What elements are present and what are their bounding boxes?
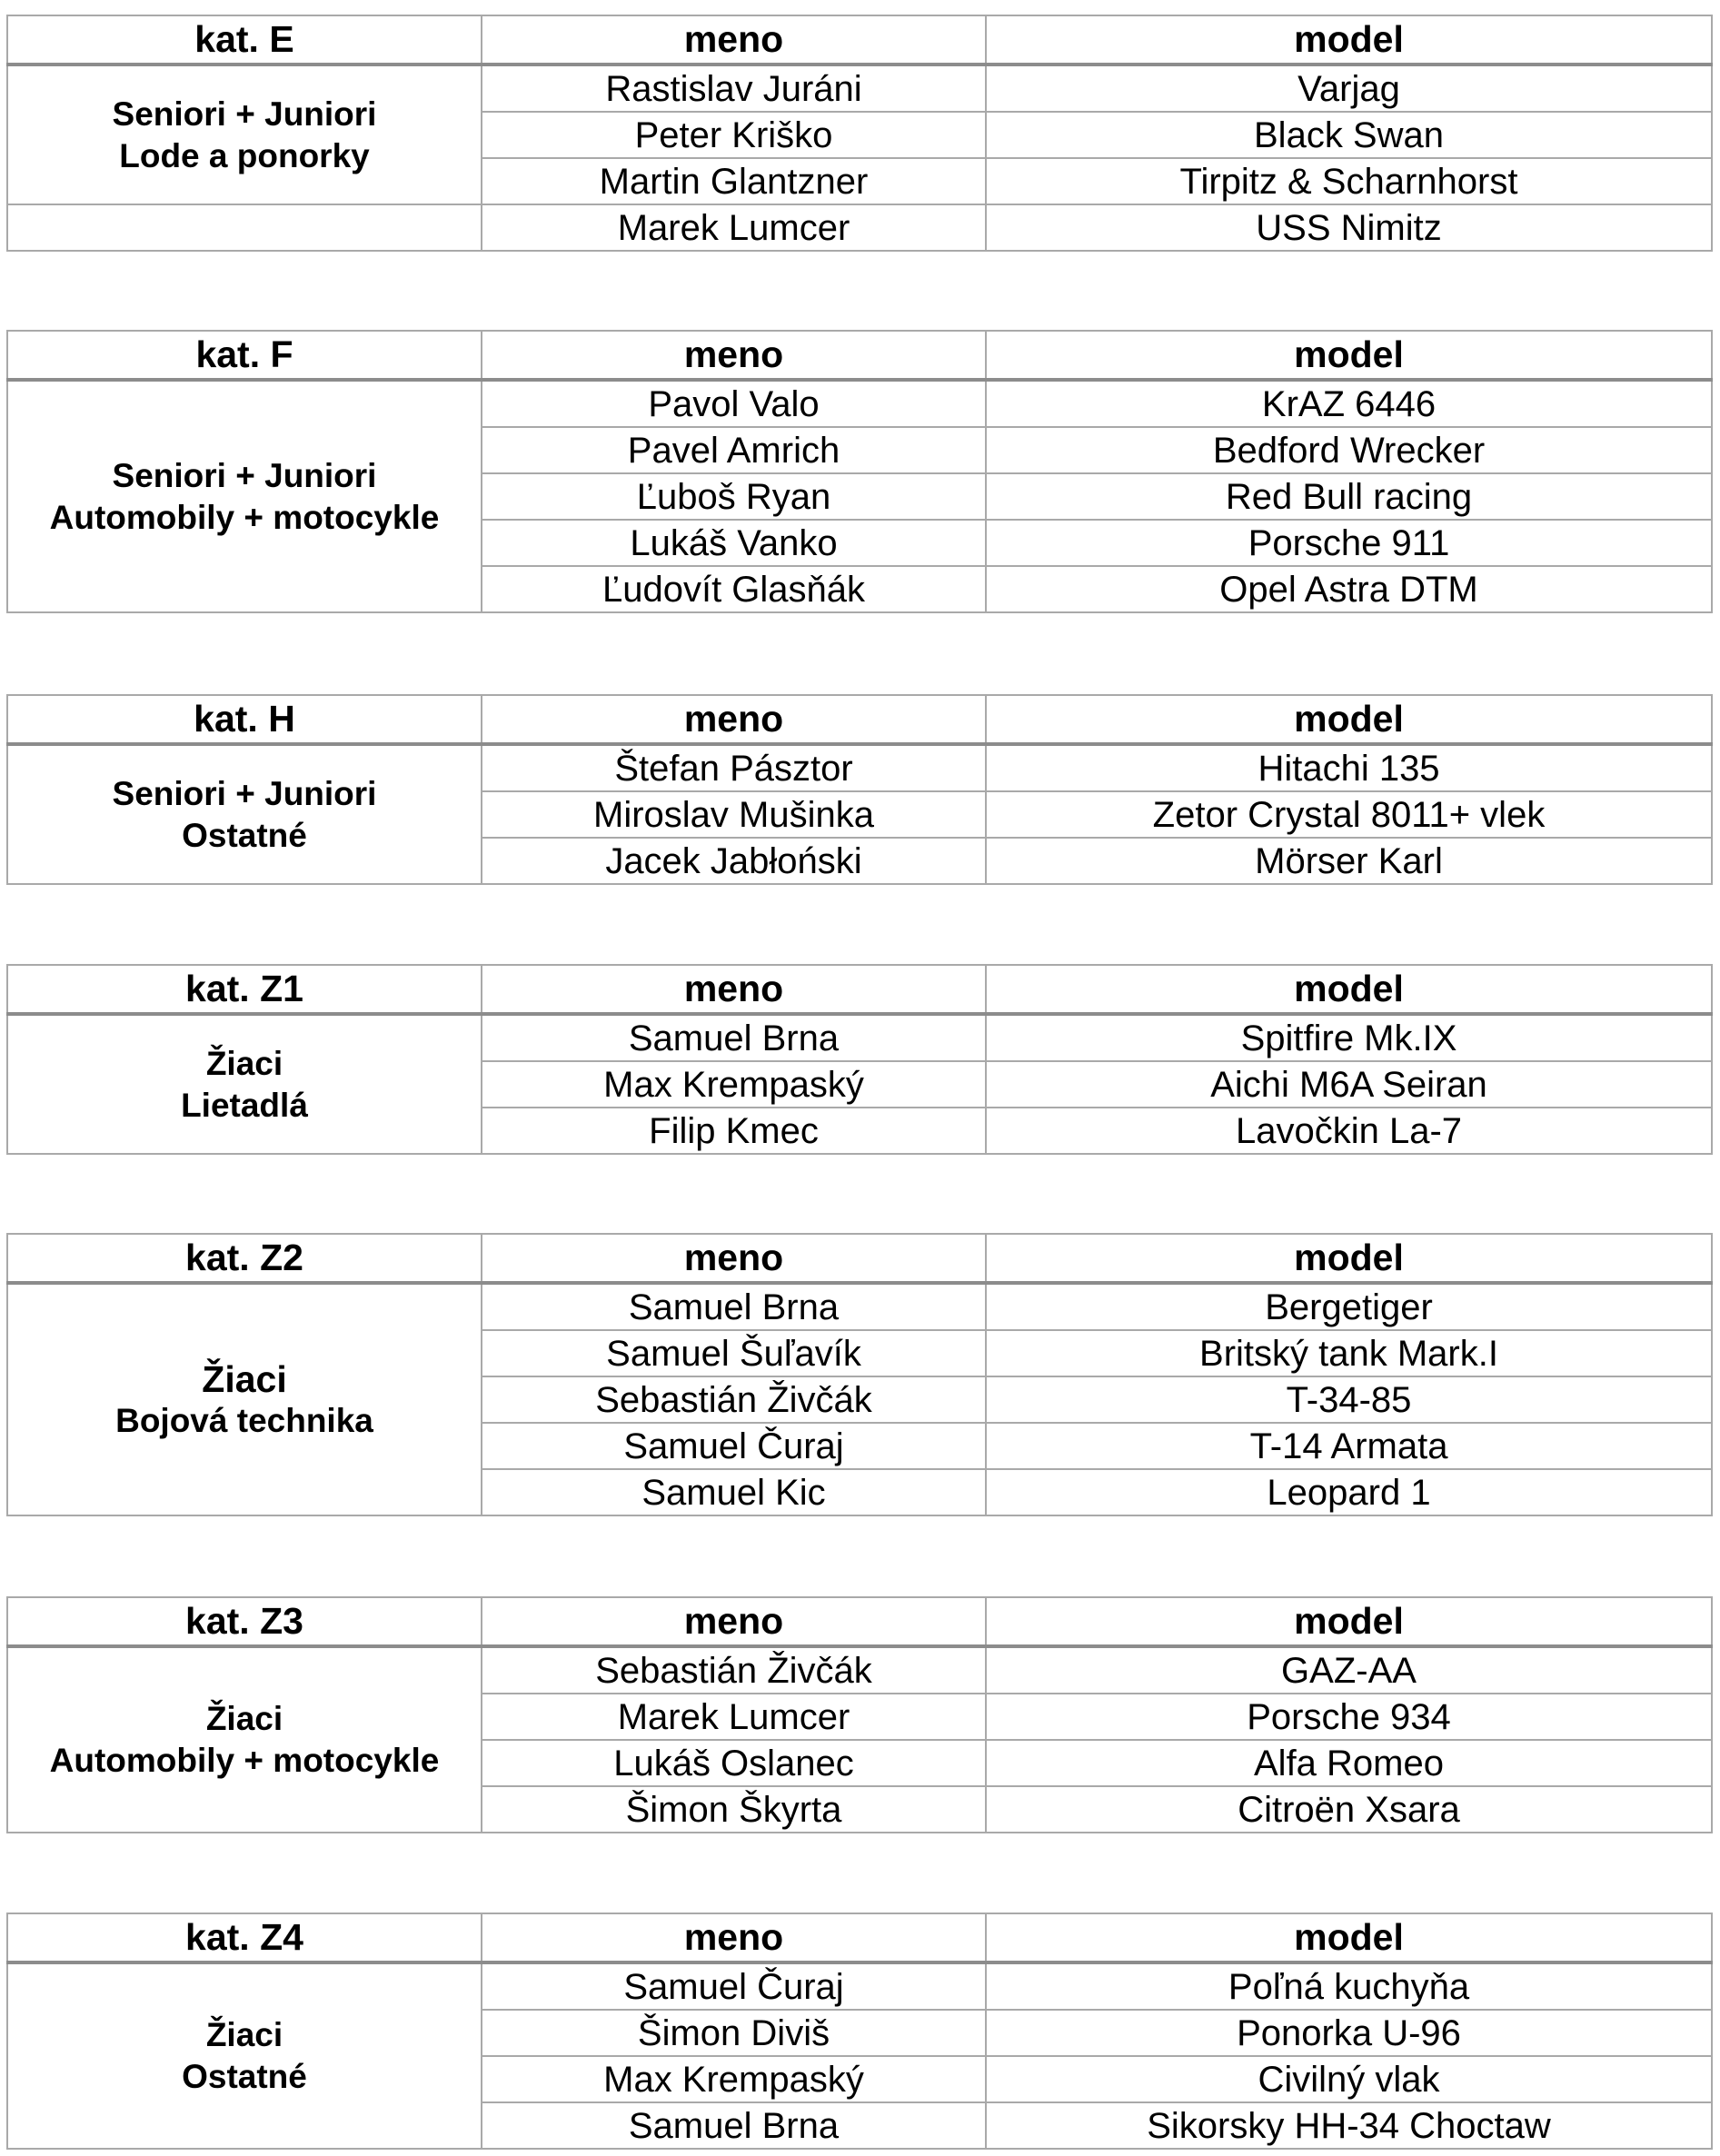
category-table-f xyxy=(6,330,1713,613)
group-cell xyxy=(7,1014,482,1154)
participant-name: Sebastián Živčák xyxy=(482,1646,986,1694)
model-name: Tirpitz & Scharnhorst xyxy=(986,158,1712,204)
column-header-name: meno xyxy=(482,331,986,380)
column-header-model: model xyxy=(986,1913,1712,1962)
model-name: Porsche 934 xyxy=(986,1694,1712,1740)
participant-name: Ľuboš Ryan xyxy=(482,473,986,520)
model-name: Britský tank Mark.I xyxy=(986,1330,1712,1376)
participant-name: Filip Kmec xyxy=(482,1108,986,1154)
participant-name: Samuel Brna xyxy=(482,1014,986,1061)
model-name: GAZ-AA xyxy=(986,1646,1712,1694)
group-type-label: Automobily + motocykle xyxy=(49,498,440,536)
group-type-label: Lietadlá xyxy=(181,1086,308,1124)
participant-name: Samuel Čuraj xyxy=(482,1423,986,1469)
table-header-row xyxy=(7,15,1712,65)
group-age-label: Žiaci xyxy=(205,2016,283,2053)
participant-name: Lukáš Oslanec xyxy=(482,1740,986,1786)
table-header-row xyxy=(7,1234,1712,1283)
model-name: KrAZ 6446 xyxy=(986,380,1712,427)
column-header-model: model xyxy=(986,331,1712,380)
empty-group-cell xyxy=(7,204,482,251)
column-header-name: meno xyxy=(482,1234,986,1283)
model-name: Varjag xyxy=(986,65,1712,112)
model-name: Bedford Wrecker xyxy=(986,427,1712,473)
group-age-label: Seniori + Juniori xyxy=(112,774,377,812)
column-header-model: model xyxy=(986,15,1712,65)
model-name: Hitachi 135 xyxy=(986,744,1712,791)
participant-name: Max Krempaský xyxy=(482,2056,986,2102)
table-row xyxy=(7,1283,1712,1330)
participant-name: Samuel Šuľavík xyxy=(482,1330,986,1376)
category-label: kat. E xyxy=(7,15,482,65)
model-name: Opel Astra DTM xyxy=(986,566,1712,612)
model-name: Civilný vlak xyxy=(986,2056,1712,2102)
participant-name: Ľudovít Glasňák xyxy=(482,566,986,612)
model-name: Zetor Crystal 8011+ vlek xyxy=(986,791,1712,838)
category-table-z3 xyxy=(6,1596,1713,1833)
participant-name: Samuel Brna xyxy=(482,1283,986,1330)
model-name: Lavočkin La-7 xyxy=(986,1108,1712,1154)
model-name: Poľná kuchyňa xyxy=(986,1962,1712,2010)
group-cell xyxy=(7,744,482,884)
group-type-label: Ostatné xyxy=(182,816,307,854)
participant-name: Samuel Brna xyxy=(482,2102,986,2149)
participant-name: Marek Lumcer xyxy=(482,1694,986,1740)
participant-name: Max Krempaský xyxy=(482,1061,986,1108)
category-label: kat. Z1 xyxy=(7,965,482,1014)
group-cell xyxy=(7,1283,482,1515)
table-row xyxy=(7,204,1712,251)
participant-name: Samuel Čuraj xyxy=(482,1962,986,2010)
table-row xyxy=(7,744,1712,791)
category-table-e xyxy=(6,15,1713,252)
participant-name: Martin Glantzner xyxy=(482,158,986,204)
category-table-h xyxy=(6,694,1713,885)
model-name: T-34-85 xyxy=(986,1376,1712,1423)
category-label: kat. Z3 xyxy=(7,1597,482,1646)
group-cell xyxy=(7,1962,482,2149)
column-header-model: model xyxy=(986,965,1712,1014)
model-name: Aichi M6A Seiran xyxy=(986,1061,1712,1108)
category-table-z1 xyxy=(6,964,1713,1155)
model-name: Sikorsky HH-34 Choctaw xyxy=(986,2102,1712,2149)
column-header-model: model xyxy=(986,695,1712,744)
category-table-z4 xyxy=(6,1913,1713,2150)
model-name: Leopard 1 xyxy=(986,1469,1712,1515)
group-type-label: Automobily + motocykle xyxy=(49,1742,440,1779)
participant-name: Peter Kriško xyxy=(482,112,986,158)
category-table-z2 xyxy=(6,1233,1713,1516)
table-row xyxy=(7,1014,1712,1061)
group-cell xyxy=(7,380,482,612)
column-header-name: meno xyxy=(482,1913,986,1962)
participant-name: Štefan Pásztor xyxy=(482,744,986,791)
group-type-label: Ostatné xyxy=(182,2058,307,2095)
column-header-model: model xyxy=(986,1234,1712,1283)
table-header-row xyxy=(7,695,1712,744)
participant-name: Šimon Diviš xyxy=(482,2010,986,2056)
group-type-label: Lode a ponorky xyxy=(119,136,370,174)
participant-name: Lukáš Vanko xyxy=(482,520,986,566)
participant-name: Pavol Valo xyxy=(482,380,986,427)
participant-name: Miroslav Mušinka xyxy=(482,791,986,838)
group-age-label: Žiaci xyxy=(205,1700,283,1737)
table-header-row xyxy=(7,1913,1712,1962)
participant-name: Marek Lumcer xyxy=(482,204,986,251)
participant-name: Jacek Jabłoński xyxy=(482,838,986,884)
participant-name: Sebastián Živčák xyxy=(482,1376,986,1423)
table-row xyxy=(7,1962,1712,2010)
participant-name: Rastislav Juráni xyxy=(482,65,986,112)
model-name: USS Nimitz xyxy=(986,204,1712,251)
category-label: kat. F xyxy=(7,331,482,380)
table-row xyxy=(7,65,1712,112)
group-age-label: Seniori + Juniori xyxy=(112,94,377,133)
table-row xyxy=(7,380,1712,427)
model-name: Citroën Xsara xyxy=(986,1786,1712,1833)
model-name: Porsche 911 xyxy=(986,520,1712,566)
group-type-label: Bojová technika xyxy=(115,1401,373,1439)
group-age-label: Žiaci xyxy=(205,1044,283,1082)
table-header-row xyxy=(7,331,1712,380)
group-cell xyxy=(7,65,482,204)
column-header-name: meno xyxy=(482,1597,986,1646)
column-header-name: meno xyxy=(482,15,986,65)
column-header-name: meno xyxy=(482,965,986,1014)
table-header-row xyxy=(7,1597,1712,1646)
model-name: Bergetiger xyxy=(986,1283,1712,1330)
table-header-row xyxy=(7,965,1712,1014)
model-name: Mörser Karl xyxy=(986,838,1712,884)
model-name: Alfa Romeo xyxy=(986,1740,1712,1786)
participant-name: Šimon Škyrta xyxy=(482,1786,986,1833)
category-label: kat. Z2 xyxy=(7,1234,482,1283)
model-name: Ponorka U-96 xyxy=(986,2010,1712,2056)
group-age-label: Seniori + Juniori xyxy=(112,456,377,494)
category-label: kat. H xyxy=(7,695,482,744)
model-name: Black Swan xyxy=(986,112,1712,158)
model-name: Spitfire Mk.IX xyxy=(986,1014,1712,1061)
group-cell xyxy=(7,1646,482,1833)
table-row xyxy=(7,1646,1712,1694)
group-age-label: Žiaci xyxy=(202,1357,287,1400)
model-name: Red Bull racing xyxy=(986,473,1712,520)
model-name: T-14 Armata xyxy=(986,1423,1712,1469)
column-header-name: meno xyxy=(482,695,986,744)
column-header-model: model xyxy=(986,1597,1712,1646)
participant-name: Samuel Kic xyxy=(482,1469,986,1515)
participant-name: Pavel Amrich xyxy=(482,427,986,473)
category-label: kat. Z4 xyxy=(7,1913,482,1962)
